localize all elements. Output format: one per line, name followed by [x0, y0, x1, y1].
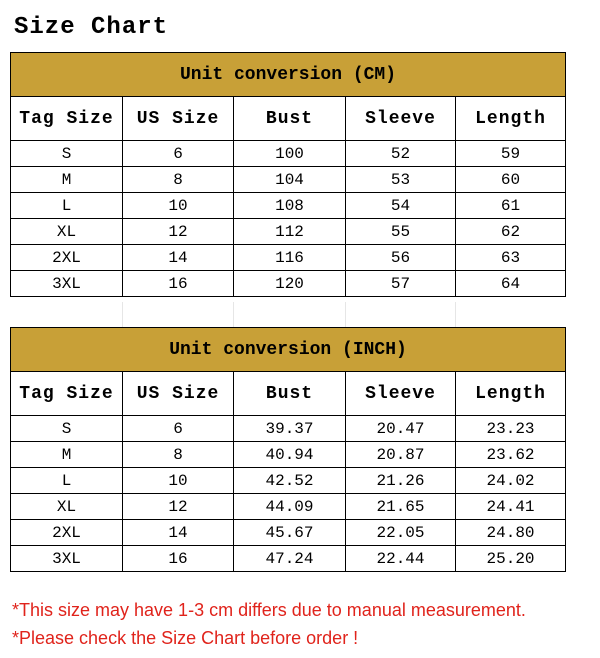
table-cell: 45.67: [234, 520, 346, 546]
table-cell: 39.37: [234, 416, 346, 442]
table-cell: L: [11, 468, 123, 494]
table-cell: 22.44: [346, 546, 456, 572]
table-cell: 25.20: [456, 546, 566, 572]
column-header: US Size: [123, 97, 234, 141]
table-row: [11, 494, 566, 520]
table-row: [11, 193, 566, 219]
table-row: [11, 141, 566, 167]
table-cell: 62: [456, 219, 566, 245]
table-cell: 12: [123, 219, 234, 245]
table-cell: S: [11, 416, 123, 442]
measurement-note: *This size may have 1-3 cm differs due to manual measurement.: [12, 600, 526, 620]
table-cell: 54: [346, 193, 456, 219]
column-header: US Size: [123, 372, 234, 416]
cm-size-table: [10, 52, 566, 297]
table-cell: XL: [11, 494, 123, 520]
table-cell: 12: [123, 494, 234, 520]
table-cell: 16: [123, 546, 234, 572]
column-header: Sleeve: [346, 97, 456, 141]
cm-table-caption: Unit conversion (CM): [11, 53, 566, 97]
column-header: Bust: [234, 97, 346, 141]
table-cell: 8: [123, 167, 234, 193]
page-title: Size Chart: [14, 14, 169, 41]
table-cell: M: [11, 167, 123, 193]
table-cell: 14: [123, 245, 234, 271]
table-cell: 10: [123, 468, 234, 494]
table-cell: 53: [346, 167, 456, 193]
table-cell: 20.47: [346, 416, 456, 442]
table-row: [11, 245, 566, 271]
table-row: [11, 167, 566, 193]
table-row: [11, 546, 566, 572]
table-cell: 24.41: [456, 494, 566, 520]
table-cell: M: [11, 442, 123, 468]
table-row: [11, 468, 566, 494]
table-row: [11, 219, 566, 245]
column-header: Length: [456, 372, 566, 416]
column-header: Bust: [234, 372, 346, 416]
table-cell: 6: [123, 416, 234, 442]
table-cell: 57: [346, 271, 456, 297]
table-cell: 55: [346, 219, 456, 245]
table-cell: 16: [123, 271, 234, 297]
column-header: Tag Size: [11, 97, 123, 141]
table-cell: 112: [234, 219, 346, 245]
table-row: [11, 271, 566, 297]
table-cell: 120: [234, 271, 346, 297]
table-cell: 60: [456, 167, 566, 193]
table-row: [11, 416, 566, 442]
table-cell: 116: [234, 245, 346, 271]
table-cell: 2XL: [11, 245, 123, 271]
inch-header-row: [11, 372, 566, 416]
table-cell: 21.26: [346, 468, 456, 494]
table-cell: 23.23: [456, 416, 566, 442]
table-cell: 42.52: [234, 468, 346, 494]
table-cell: S: [11, 141, 123, 167]
table-row: [11, 520, 566, 546]
table-cell: 14: [123, 520, 234, 546]
table-cell: 20.87: [346, 442, 456, 468]
table-cell: 104: [234, 167, 346, 193]
table-cell: 10: [123, 193, 234, 219]
column-header: Length: [456, 97, 566, 141]
table-cell: 23.62: [456, 442, 566, 468]
table-cell: 40.94: [234, 442, 346, 468]
table-cell: 3XL: [11, 271, 123, 297]
table-cell: 108: [234, 193, 346, 219]
table-cell: L: [11, 193, 123, 219]
table-cell: 56: [346, 245, 456, 271]
table-cell: 3XL: [11, 546, 123, 572]
table-cell: 8: [123, 442, 234, 468]
column-header: Sleeve: [346, 372, 456, 416]
check-chart-note: *Please check the Size Chart before order !: [12, 628, 359, 648]
inch-table-caption: Unit conversion (INCH): [11, 328, 566, 372]
table-cell: 22.05: [346, 520, 456, 546]
cm-header-row: [11, 97, 566, 141]
table-cell: 47.24: [234, 546, 346, 572]
table-cell: 2XL: [11, 520, 123, 546]
table-cell: 6: [123, 141, 234, 167]
table-cell: 59: [456, 141, 566, 167]
table-cell: 64: [456, 271, 566, 297]
column-header: Tag Size: [11, 372, 123, 416]
table-cell: 52: [346, 141, 456, 167]
table-gap: [10, 302, 565, 328]
table-cell: 100: [234, 141, 346, 167]
inch-size-table: [10, 327, 566, 572]
table-row: [11, 442, 566, 468]
table-cell: 63: [456, 245, 566, 271]
table-cell: 21.65: [346, 494, 456, 520]
table-cell: 61: [456, 193, 566, 219]
table-cell: 24.80: [456, 520, 566, 546]
table-cell: 24.02: [456, 468, 566, 494]
table-cell: 44.09: [234, 494, 346, 520]
table-cell: XL: [11, 219, 123, 245]
